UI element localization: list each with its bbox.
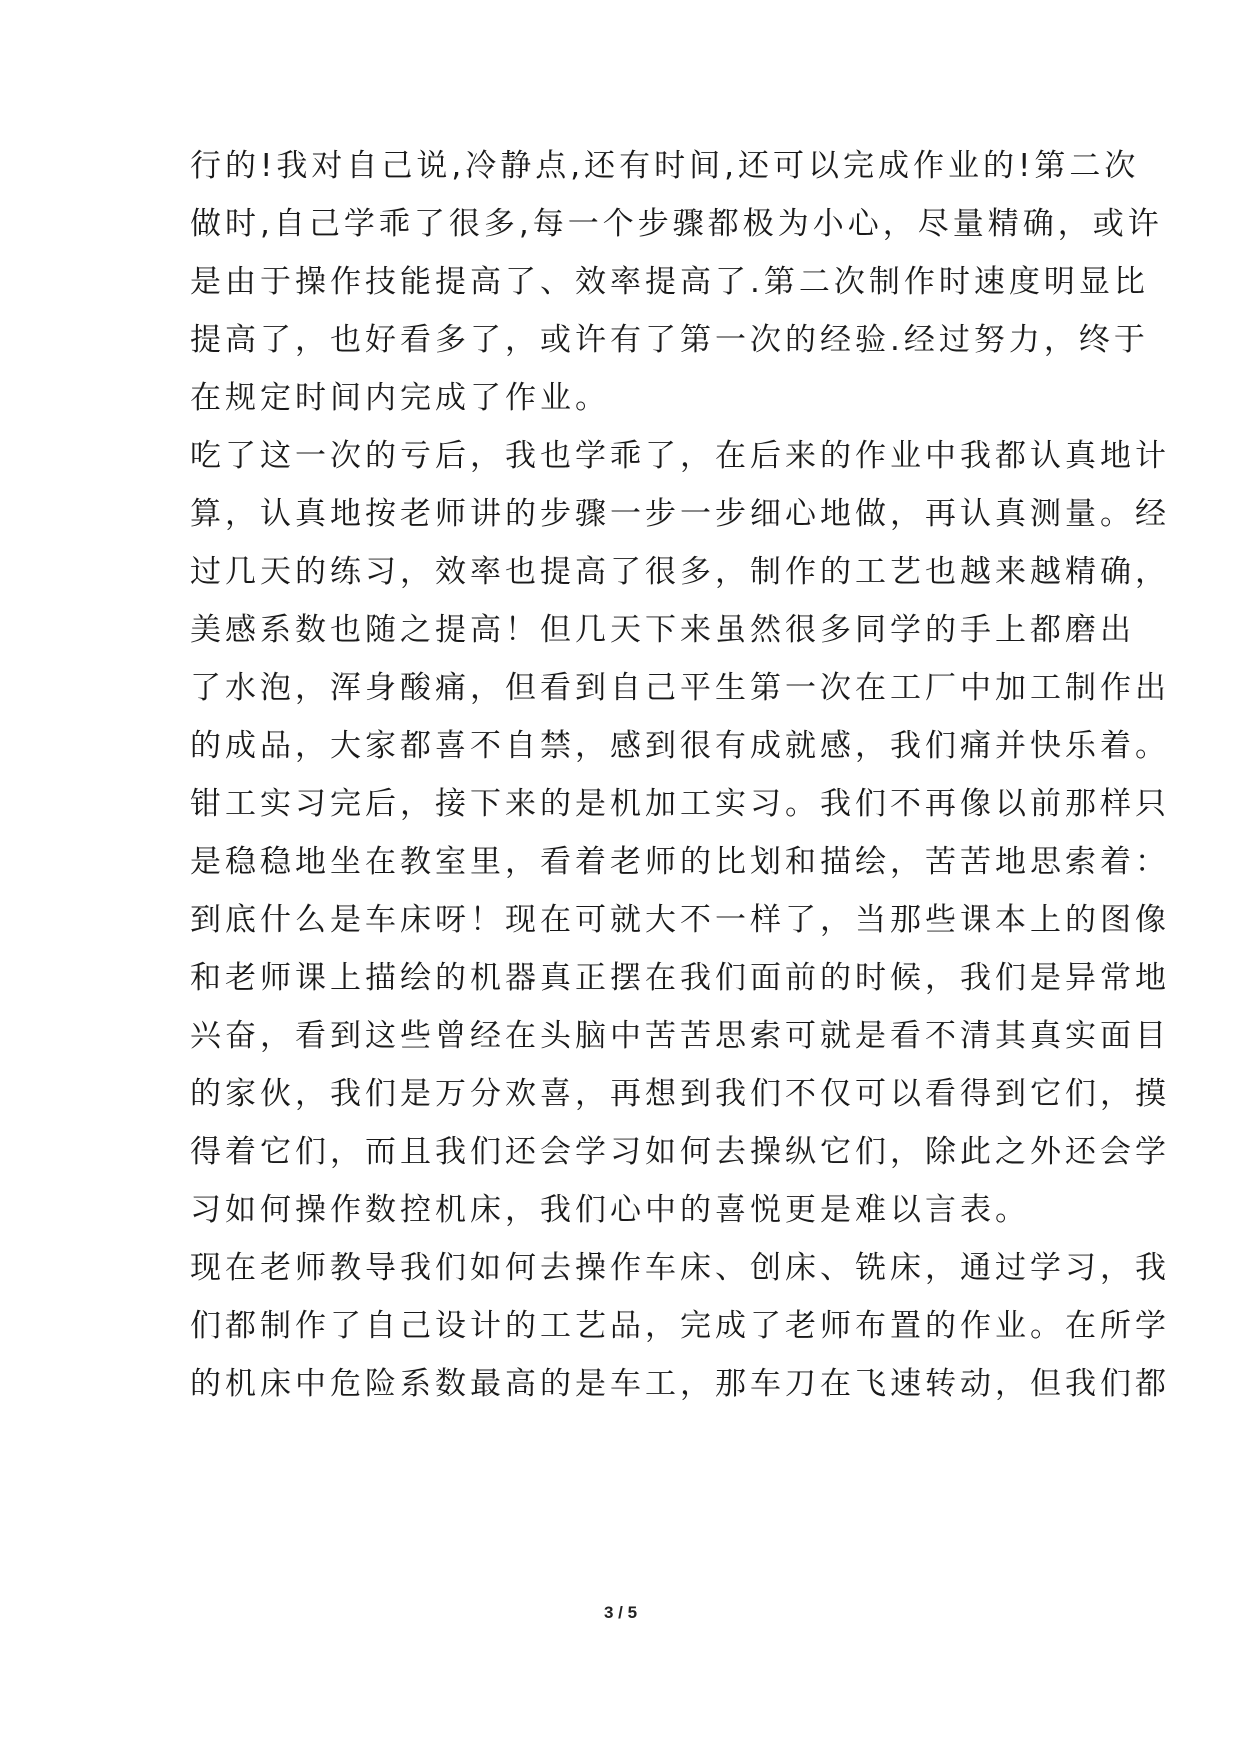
- text-line: 吃了这一次的亏后，我也学乖了，在后来的作业中我都认真地计: [190, 438, 1170, 474]
- text-line: 兴奋，看到这些曾经在头脑中苦苦思索可就是看不清其真实面目: [190, 1018, 1170, 1054]
- text-line: 的成品，大家都喜不自禁，感到很有成就感，我们痛并快乐着。: [190, 728, 1170, 764]
- text-line: 提高了，也好看多了，或许有了第一次的经验.经过努力，终于: [190, 322, 1149, 358]
- text-line: 美感系数也随之提高！但几天下来虽然很多同学的手上都磨出: [190, 612, 1135, 648]
- text-line: 做时,自己学乖了很多,每一个步骤都极为小心，尽量精确，或许: [190, 206, 1163, 242]
- text-line: 们都制作了自己设计的工艺品，完成了老师布置的作业。在所学: [190, 1308, 1170, 1344]
- text-line: 和老师课上描绘的机器真正摆在我们面前的时候，我们是异常地: [190, 960, 1170, 996]
- text-line: 钳工实习完后，接下来的是机加工实习。我们不再像以前那样只: [190, 786, 1170, 822]
- page-number: 3 / 5: [603, 1603, 638, 1622]
- text-line: 是由于操作技能提高了、效率提高了.第二次制作时速度明显比: [190, 264, 1149, 300]
- text-line: 现在老师教导我们如何去操作车床、创床、铣床，通过学习，我: [190, 1250, 1170, 1286]
- text-line: 在规定时间内完成了作业。: [190, 380, 610, 416]
- text-line: 到底什么是车床呀！现在可就大不一样了，当那些课本上的图像: [190, 902, 1170, 938]
- text-line: 过几天的练习，效率也提高了很多，制作的工艺也越来越精确，: [190, 554, 1170, 590]
- text-line: 的家伙，我们是万分欢喜，再想到我们不仅可以看得到它们，摸: [190, 1076, 1170, 1112]
- text-line: 算，认真地按老师讲的步骤一步一步细心地做，再认真测量。经: [190, 496, 1170, 532]
- text-line: 是稳稳地坐在教室里，看着老师的比划和描绘，苦苦地思索着：: [190, 844, 1170, 880]
- text-line: 的机床中危险系数最高的是车工，那车刀在飞速转动，但我们都: [190, 1366, 1170, 1402]
- text-line: 了水泡，浑身酸痛，但看到自己平生第一次在工厂中加工制作出: [190, 670, 1170, 706]
- text-line: 行的!我对自己说,冷静点,还有时间,还可以完成作业的!第二次: [190, 148, 1140, 184]
- text-line: 得着它们，而且我们还会学习如何去操纵它们，除此之外还会学: [190, 1134, 1170, 1170]
- text-line: 习如何操作数控机床，我们心中的喜悦更是难以言表。: [190, 1192, 1030, 1228]
